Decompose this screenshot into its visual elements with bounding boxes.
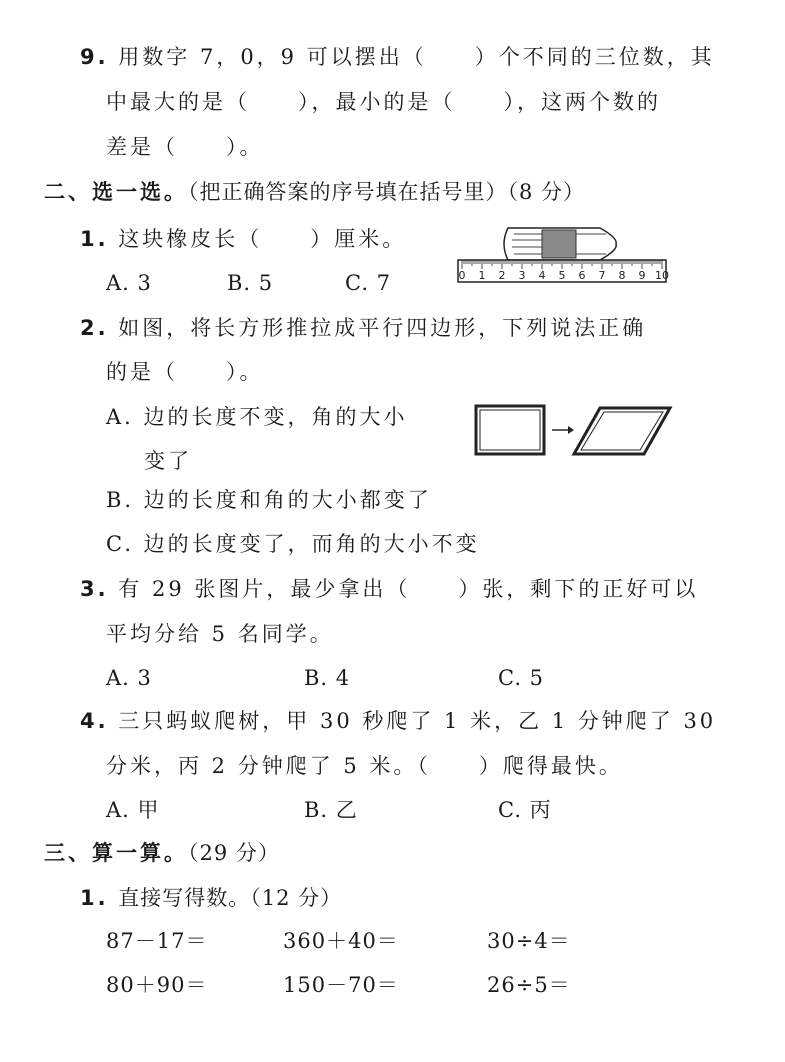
- question-text: 这块橡皮长（ ）厘米。: [118, 227, 407, 251]
- section-note: （把正确答案的序号填在括号里）（8 分）: [188, 180, 586, 204]
- ruler-label: 5: [558, 269, 566, 282]
- q9-line1: [80, 42, 715, 72]
- s2-q4-line2: 分米，丙 2 分钟爬了 5 米。（ ）爬得最快。: [106, 754, 623, 778]
- s2-q3-option-b: B. 4: [304, 666, 351, 690]
- arrow-icon: [552, 426, 574, 434]
- ruler-label: 4: [538, 269, 546, 282]
- ruler-label: 9: [638, 269, 646, 282]
- calc-item: 80＋90＝: [106, 973, 208, 997]
- s2-q3-option-a: A. 3: [106, 666, 152, 690]
- eraser-ruler-figure: [458, 220, 668, 286]
- s2-q1-option-a: A. 3: [106, 271, 152, 295]
- section-heading-2: [44, 177, 585, 207]
- parallelogram-shape: [574, 408, 670, 454]
- section-title: 三、算一算。: [44, 840, 188, 865]
- s2-q3-line2: 平均分给 5 名同学。: [106, 622, 334, 646]
- s2-q4-option-a: A. 甲: [106, 798, 160, 822]
- ruler-label: 7: [598, 269, 606, 282]
- s2-q2-line1: [80, 313, 646, 343]
- ruler-label: 0: [458, 269, 466, 282]
- calc-item: 360＋40＝: [283, 929, 399, 953]
- ruler-label: 3: [518, 269, 526, 282]
- question-text: 三只蚂蚁爬树，甲 30 秒爬了 1 米，乙 1 分钟爬了 30: [118, 709, 717, 733]
- s2-q4-line1: [80, 706, 716, 736]
- s2-q3-line1: [80, 574, 698, 604]
- s2-q3-option-c: C. 5: [498, 666, 545, 690]
- s2-q2-line2: 的是（ ）。: [106, 360, 264, 384]
- calc-item: 87－17＝: [106, 929, 208, 953]
- s2-q2-option-c: C. 边的长度变了，而角的大小不变: [106, 532, 480, 556]
- s2-q2-option-b: B. 边的长度和角的大小都变了: [106, 488, 432, 512]
- question-text: 有 29 张图片，最少拿出（ ）张，剩下的正好可以: [118, 577, 699, 601]
- question-number: 2.: [80, 316, 109, 340]
- calc-item: 26÷5＝: [487, 973, 571, 997]
- ruler: [458, 260, 669, 282]
- question-number: 4.: [80, 709, 109, 733]
- s2-q2-option-a-line1: A. 边的长度不变，角的大小: [106, 405, 408, 429]
- ruler-label: 6: [578, 269, 586, 282]
- s2-q1-option-b: B. 5: [227, 271, 274, 295]
- ruler-label: 8: [618, 269, 626, 282]
- section-heading-3: [44, 838, 280, 868]
- question-text: 直接写得数。（12 分）: [118, 886, 343, 910]
- s3-q1-text: [80, 883, 342, 913]
- calc-item: 150－70＝: [283, 973, 399, 997]
- s2-q4-option-b: B. 乙: [304, 798, 358, 822]
- ruler-label: 2: [498, 269, 506, 282]
- s2-q1-text: [80, 224, 406, 254]
- section-title: 二、选一选。: [44, 179, 188, 204]
- q9-line2: 中最大的是（ ），最小的是（ ），这两个数的: [106, 90, 661, 114]
- rectangle-to-parallelogram-figure: [474, 404, 674, 460]
- s2-q4-option-c: C. 丙: [498, 798, 552, 822]
- s2-q2-option-a-line2: 变了: [144, 449, 192, 473]
- q9-line3: 差是（ ）。: [106, 135, 264, 159]
- eraser-image: [504, 228, 616, 260]
- question-number: 3.: [80, 577, 109, 601]
- section-score: （29 分）: [188, 841, 280, 865]
- question-text: 用数字 7，0，9 可以摆出（ ）个不同的三位数，其: [118, 45, 715, 69]
- s2-q1-option-c: C. 7: [345, 271, 392, 295]
- ruler-label: 1: [478, 269, 486, 282]
- question-number: 9.: [80, 45, 109, 69]
- rectangle-shape: [476, 406, 544, 454]
- calc-item: 30÷4＝: [487, 929, 571, 953]
- ruler-label: 10: [655, 269, 669, 282]
- question-number: 1.: [80, 227, 109, 251]
- question-number: 1.: [80, 886, 109, 910]
- question-text: 如图，将长方形推拉成平行四边形，下列说法正确: [118, 316, 647, 340]
